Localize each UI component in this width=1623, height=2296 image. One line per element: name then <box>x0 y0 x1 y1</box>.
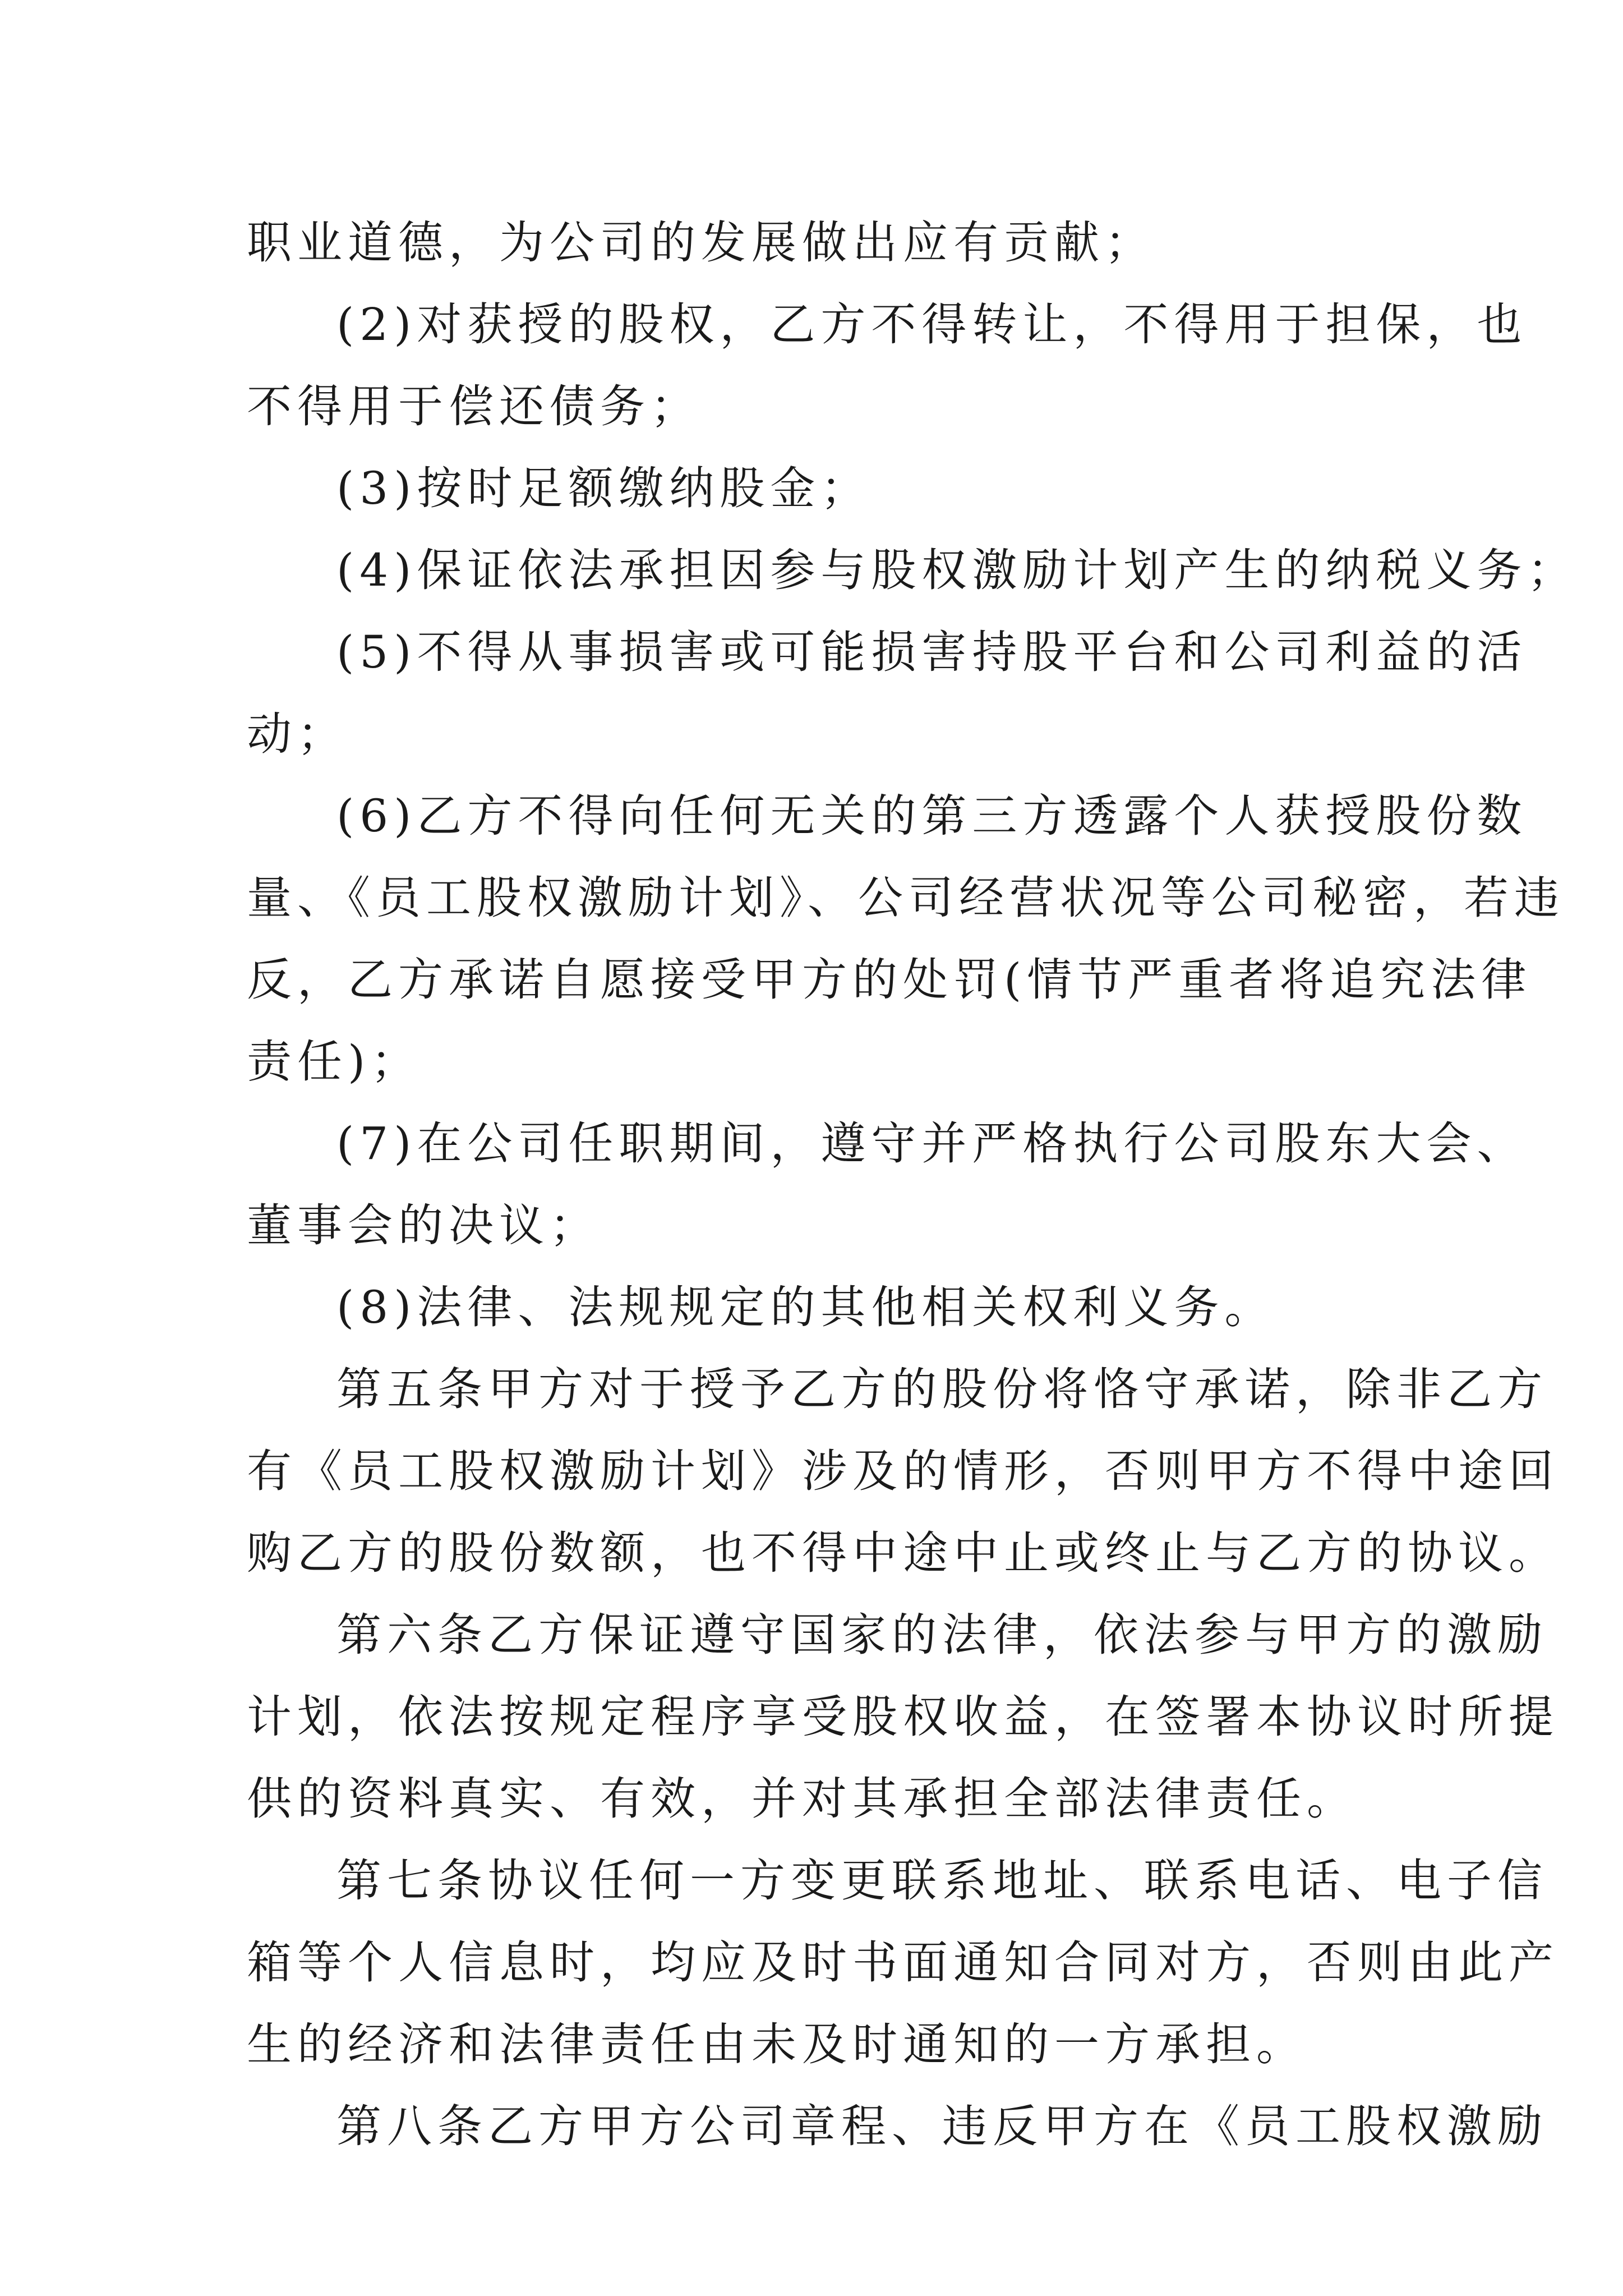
text-line: 动； <box>247 708 348 760</box>
text-line: 生的经济和法律责任由未及时通知的一方承担。 <box>247 2018 1307 2070</box>
text-line: 不得用于偿还债务； <box>247 380 701 432</box>
text-line: 箱等个人信息时，均应及时书面通知合同对方，否则由此产 <box>247 1936 1559 1989</box>
text-line: 第五条甲方对于授予乙方的股份将恪守承诺，除非乙方 <box>336 1363 1548 1415</box>
text-line: 第七条协议任何一方变更联系地址、联系电话、电子信 <box>336 1855 1548 1907</box>
text-line: 责任)； <box>247 1036 422 1088</box>
text-line: 计划，依法按规定程序享受股权收益，在签署本协议时所提 <box>247 1691 1559 1743</box>
text-line: 董事会的决议； <box>247 1199 600 1251</box>
text-line: 购乙方的股份数额，也不得中途中止或终止与乙方的协议。 <box>247 1527 1559 1579</box>
text-line: (5)不得从事损害或可能损害持股平台和公司利益的活 <box>336 626 1528 678</box>
document-body <box>247 202 1578 2168</box>
text-line: 第八条乙方甲方公司章程、违反甲方在《员工股权激励 <box>336 2100 1548 2152</box>
text-line: (8)法律、法规规定的其他相关权利义务。 <box>336 1281 1275 1333</box>
text-line: 供的资料真实、有效，并对其承担全部法律责任。 <box>247 1773 1357 1825</box>
text-line: (7)在公司任职期间，遵守并严格执行公司股东大会、 <box>336 1117 1528 1170</box>
text-line: 有《员工股权激励计划》涉及的情形，否则甲方不得中途回 <box>247 1445 1559 1497</box>
text-line: 量、《员工股权激励计划》、公司经营状况等公司秘密，若违 <box>247 872 1565 924</box>
text-line: 职业道德，为公司的发展做出应有贡献； <box>247 217 1155 269</box>
text-line: 第六条乙方保证遵守国家的法律，依法参与甲方的激励 <box>336 1609 1548 1661</box>
text-line: (6)乙方不得向任何无关的第三方透露个人获授股份数 <box>336 790 1528 842</box>
text-line: (3)按时足额缴纳股金； <box>336 462 872 514</box>
text-line: (2)对获授的股权，乙方不得转让，不得用于担保，也 <box>336 298 1528 351</box>
text-line: 反，乙方承诺自愿接受甲方的处罚(情节严重者将追究法律 <box>247 954 1532 1006</box>
text-line: (4)保证依法承担因参与股权激励计划产生的纳税义务； <box>336 544 1578 596</box>
